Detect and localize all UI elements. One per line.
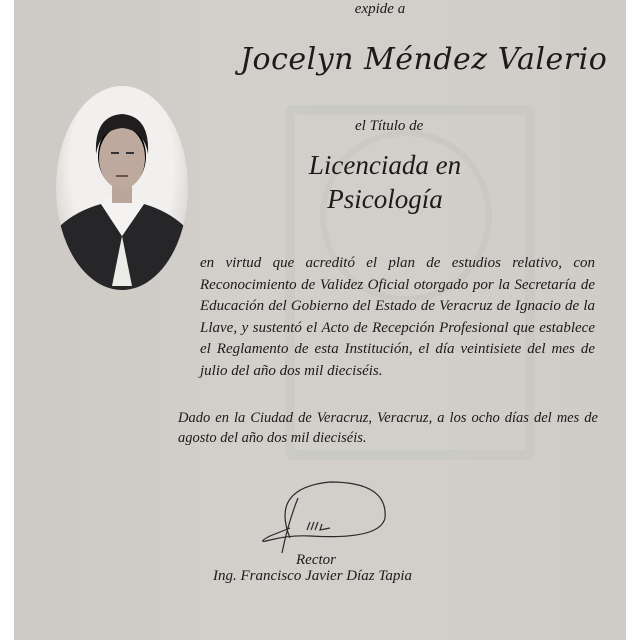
signer-role: Rector xyxy=(296,552,336,568)
body-text: en virtud que acreditó el plan de estudios relativo, con Reconocimiento de Validez Oficial otorgado por la Secretaría de Educación del Gobierno del Estado de Veracruz de Ignacio de la Llave, y sustentó el Acto de Recepción Profesional que establece el Reglamento de esta Institución, el día veintisiete del mes de julio del año dos mil dieciséis. xyxy=(200,255,595,379)
issued-date-text: Dado en la Ciudad de Veracruz, Veracruz, a los ocho días del mes de agosto del año dos mil dieciséis. xyxy=(178,410,598,446)
recipient-name: Jocelyn Méndez Valerio xyxy=(240,42,608,77)
degree-title: Licenciada en Psicología xyxy=(308,150,462,214)
signer-name: Ing. Francisco Javier Díaz Tapia xyxy=(213,568,413,584)
rector-signature xyxy=(250,478,395,558)
graduate-photo xyxy=(56,86,188,290)
title-intro: el Título de xyxy=(355,118,424,134)
issuer-line: expide a xyxy=(354,1,406,17)
